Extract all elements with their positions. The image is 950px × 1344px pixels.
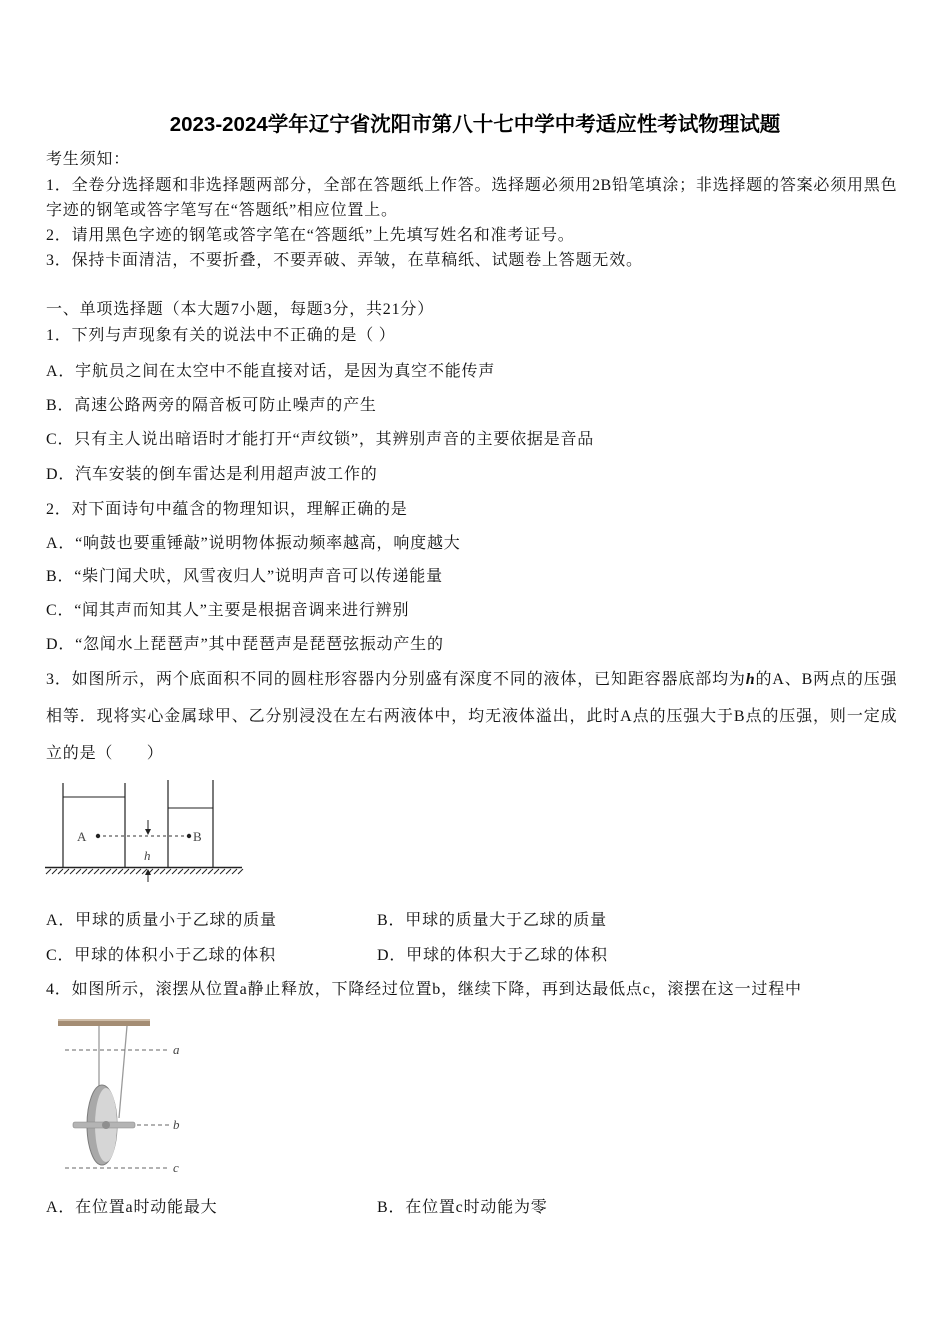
support-bar-highlight [58, 1019, 150, 1021]
wheel-hub [102, 1121, 110, 1129]
question-1-option-c: C．只有主人说出暗语时才能打开“声纹锁”，其辨别声音的主要依据是音品 [46, 431, 595, 448]
question-2-option-a: A．“响鼓也要重锤敲”说明物体振动频率越高，响度越大 [46, 535, 461, 552]
height-label: h [144, 848, 151, 863]
question-4-stem: 4．如图所示，滚摆从位置a静止释放，下降经过位置b，继续下降，再到达最低点c，滚摆在这一过程中 [46, 981, 802, 998]
notice-item-3: 3．保持卡面清洁，不要折叠，不要弄破、弄皱，在草稿纸、试题卷上答题无效。 [46, 252, 643, 269]
question-3-variable-h: h [745, 671, 756, 688]
point-b-label: B [193, 829, 202, 844]
question-2-option-c: C．“闻其声而知其人”主要是根据音调来进行辨别 [46, 602, 410, 619]
point-a-dot [96, 834, 100, 838]
height-arrow-top-head [145, 829, 151, 835]
notice-heading: 考生须知： [46, 151, 131, 168]
question-1-option-a: A．宇航员之间在太空中不能直接对话，是因为真空不能传声 [46, 363, 496, 380]
question-1-stem: 1．下列与声现象有关的说法中不正确的是（ ） [46, 327, 396, 344]
position-b-label: b [173, 1117, 180, 1132]
question-1-option-d: D．汽车安装的倒车雷达是利用超声波工作的 [46, 466, 378, 483]
suspension-string-right [119, 1026, 127, 1118]
position-a-label: a [173, 1042, 180, 1057]
question-3-stem-line-1-post: 的A、B两点的压强 [755, 671, 897, 688]
notice-item-1-line-2: 字迹的钢笔或答字笔写在“答题纸”相应位置上。 [46, 202, 398, 219]
point-b-dot [187, 834, 191, 838]
question-1-option-b: B．高速公路两旁的隔音板可防止噪声的产生 [46, 397, 377, 414]
question-3-option-a: A．甲球的质量小于乙球的质量 [46, 912, 277, 929]
question-4-option-a: A．在位置a时动能最大 [46, 1199, 218, 1216]
question-2-stem: 2．对下面诗句中蕴含的物理知识，理解正确的是 [46, 501, 408, 518]
question-3-option-d: D．甲球的体积大于乙球的体积 [377, 947, 608, 964]
notice-item-1-line-1: 1．全卷分选择题和非选择题两部分，全部在答题纸上作答。选择题必须用2B铅笔填涂；非选择题的答案必须用黑色 [46, 177, 897, 194]
containers-figure [40, 772, 250, 884]
question-3-stem-line-1 [46, 670, 897, 690]
question-2-option-b: B．“柴门闻犬吠，风雪夜归人”说明声音可以传递能量 [46, 568, 443, 585]
section-heading: 一、单项选择题（本大题7小题，每题3分，共21分） [46, 301, 435, 318]
position-c-label: c [173, 1160, 179, 1175]
ground-hatching [46, 869, 243, 874]
maxwell-wheel-figure [55, 1012, 190, 1178]
question-4-option-b: B．在位置c时动能为零 [377, 1199, 548, 1216]
exam-title: 2023-2024学年辽宁省沈阳市第八十七中学中考适应性考试物理试题 [169, 113, 781, 136]
question-3-option-c: C．甲球的体积小于乙球的体积 [46, 947, 276, 964]
point-a-label: A [77, 829, 87, 844]
question-2-option-d: D．“忽闻水上琵琶声”其中琵琶声是琵琶弦振动产生的 [46, 636, 444, 653]
question-3-option-b: B．甲球的质量大于乙球的质量 [377, 912, 607, 929]
question-3-stem-line-1-pre: 3．如图所示，两个底面积不同的圆柱形容器内分别盛有深度不同的液体，已知距容器底部均为 [46, 671, 746, 688]
notice-item-2: 2．请用黑色字迹的钢笔或答字笔在“答题纸”上先填写姓名和准考证号。 [46, 227, 575, 244]
question-3-stem-line-2: 相等．现将实心金属球甲、乙分别浸没在左右两液体中，均无液体溢出，此时A点的压强大于B点的压强，则一定成 [46, 708, 897, 725]
question-3-stem-line-3: 立的是（ ） [46, 745, 164, 762]
